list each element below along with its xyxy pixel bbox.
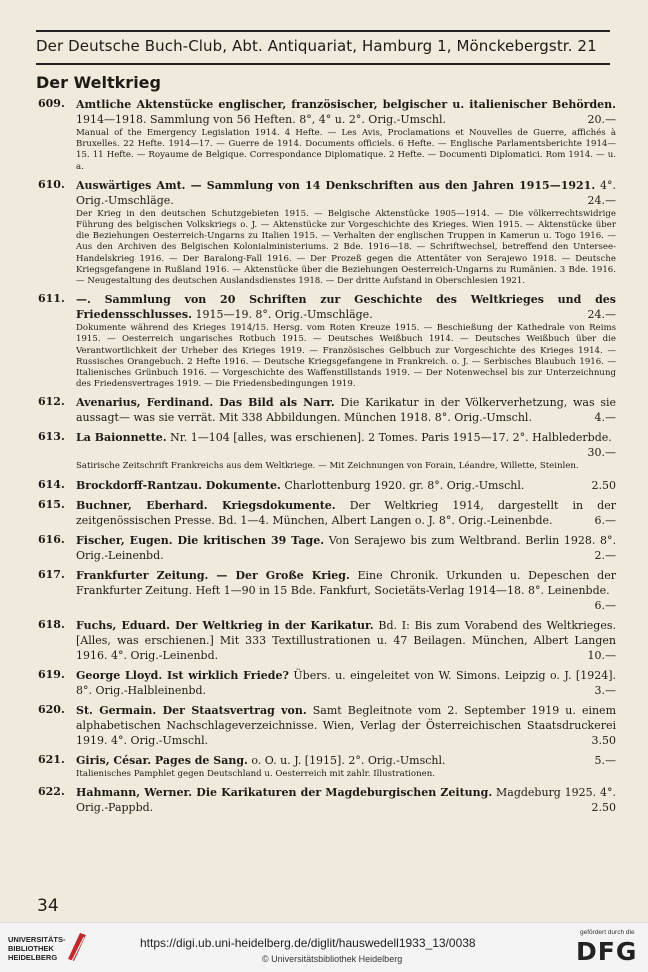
entry-title: Das Bild als Narr. bbox=[213, 396, 335, 410]
library-name: UNIVERSITÄTS- BIBLIOTHEK HEIDELBERG bbox=[8, 935, 66, 962]
entry-title: Die Karikaturen der Magdeburgischen Zeitung. bbox=[192, 785, 493, 799]
entry-body bbox=[76, 395, 616, 425]
entry-number: 622. bbox=[38, 784, 65, 798]
entry-number: 616. bbox=[38, 532, 65, 546]
catalog-entry bbox=[36, 498, 616, 528]
entry-title: Dokumente. bbox=[201, 478, 281, 492]
entry-price: 24.— bbox=[587, 308, 616, 322]
entry-title: Pages de Sang. bbox=[151, 753, 248, 767]
entry-author: Fischer, Eugen. bbox=[76, 533, 173, 547]
entry-list bbox=[36, 97, 616, 820]
entry-description: Der Weltkrieg 1914, dargestellt in der zeitgenössischen Presse. Bd. 1—4. München, Albert Langen o. J. 8°. Orig.-Leinenbde. bbox=[76, 498, 616, 527]
entry-price: 2.50 bbox=[591, 800, 616, 814]
entry-price: 30.— bbox=[587, 446, 616, 460]
entry-author: Auswärtiges Amt. bbox=[76, 178, 186, 192]
entry-author: Fuchs, Eduard. bbox=[76, 618, 170, 632]
catalog-entry bbox=[36, 668, 616, 698]
entry-author: Brockdorff-Rantzau. bbox=[76, 478, 202, 492]
catalog-entry bbox=[36, 97, 616, 173]
entry-price: 10.— bbox=[587, 648, 616, 662]
entry-description: 1915—19. 8°. Orig.-Umschläge. bbox=[191, 308, 373, 322]
entry-note: Satirische Zeitschrift Frankreichs aus dem Weltkriege. — Mit Zeichnungen von Forain, Léandre, Willette, Steinlen. bbox=[76, 461, 579, 472]
permalink-url[interactable]: https://digi.ub.uni-heidelberg.de/diglit/hauswedell1933_13/0038 bbox=[140, 936, 476, 950]
entry-author: Frankfurter Zeitung. bbox=[76, 568, 209, 582]
entry-body bbox=[76, 430, 616, 460]
entry-number: 618. bbox=[38, 617, 65, 631]
entry-title: Die kritischen 39 Tage. bbox=[172, 533, 325, 547]
entry-title: Der Weltkrieg in der Karikatur. bbox=[169, 618, 374, 632]
entry-price: 6.— bbox=[594, 598, 616, 612]
entry-body bbox=[76, 753, 616, 768]
entry-description: o. O. u. J. [1915]. 2°. Orig.-Umschl. bbox=[247, 753, 446, 767]
entry-number: 617. bbox=[38, 567, 65, 581]
entry-body bbox=[76, 785, 616, 815]
entry-title: Sammlung von 20 Schriften zur Geschichte des Weltkrieges und des Friedensschlusses. bbox=[76, 293, 616, 322]
catalog-entry bbox=[36, 395, 616, 425]
entry-price: 24.— bbox=[587, 193, 616, 207]
entry-description: Von Serajewo bis zum Weltbrand. Berlin 1928. 8°. Orig.-Leinenbd. bbox=[76, 533, 616, 562]
entry-author: George Lloyd. bbox=[76, 668, 163, 682]
catalog-entry bbox=[36, 753, 616, 780]
entry-author: Giris, César. bbox=[76, 753, 152, 767]
dfg-logo: DFG bbox=[576, 937, 638, 966]
catalog-entry bbox=[36, 703, 616, 748]
library-logo-icon bbox=[66, 929, 88, 963]
entry-note: Dokumente während des Krieges 1914/15. Hersg. vom Roten Kreuze 1915. — Beschießung der Kathedrale von Reims 1915. — Oesterreich ungarisches Rotbuch 1915. — Deutsches Weißbuch 1914. — Deutsches Weißbuch über die Verantwortlichkeit der Urheber des Krieges 1919. — Französisches Gelbbuch zur Vorgeschichte des Krieges 1914. — Russisches Orangebuch. 2 Hefte 1916. — Deutsche Kriegsgefangene in Frankreich. o. J. — Serbisches Blaubuch 1916. — Italienisches Grünbuch 1916. — Vorgeschichte des Waffenstillstands 1919. — Der Notenwechsel bis zur Unterzeichnung des Friedensvertrages 1919. — Die Friedensbedingungen 1919. bbox=[76, 323, 616, 390]
entry-description: Bd. I: Bis zum Vorabend des Weltkrieges. [Alles, was erschienen.] Mit 333 Textillustrationen u. 47 Beilagen. München, Albert Langen 1916. 4°. Orig.-Leinenbd. bbox=[76, 618, 616, 662]
entry-author: St. Germain. bbox=[76, 703, 157, 717]
entry-number: 612. bbox=[38, 395, 65, 409]
entry-description: Charlottenburg 1920. gr. 8°. Orig.-Umschl. bbox=[280, 478, 525, 492]
entry-number: 620. bbox=[38, 702, 65, 716]
entry-price: 2.50 bbox=[591, 478, 616, 492]
entry-body bbox=[76, 668, 616, 698]
catalog-entry bbox=[36, 178, 616, 287]
entry-number: 609. bbox=[38, 97, 65, 110]
entry-title: Amtliche Aktenstücke englischer, französischer, belgischer u. italienischer Behörden. bbox=[76, 98, 616, 111]
entry-body bbox=[76, 618, 616, 663]
entry-price: 3.50 bbox=[591, 733, 616, 747]
entry-body bbox=[76, 292, 616, 322]
entry-author: Buchner, Eberhard. bbox=[76, 498, 208, 512]
catalog-entry bbox=[36, 568, 616, 613]
catalog-entry bbox=[36, 478, 616, 493]
entry-number: 613. bbox=[38, 430, 65, 444]
entry-author: Hahmann, Werner. bbox=[76, 785, 193, 799]
funded-by-label: gefördert durch die bbox=[580, 929, 635, 936]
entry-title: — Der Große Krieg. bbox=[208, 568, 350, 582]
entry-price: 6.— bbox=[594, 513, 616, 527]
header-rule bbox=[36, 63, 610, 65]
entry-author: Avenarius, Ferdinand. bbox=[76, 396, 214, 410]
entry-description: Samt Begleitnote vom 2. September 1919 u. einem alphabetischen Nachschlageverzeichnisse. Wien, Verlag der Österreichischen Staatsdruckerei 1919. 4°. Orig.-Umschl. bbox=[76, 703, 617, 747]
entry-description: 1914—1918. Sammlung von 56 Heften. 8°, 4° u. 2°. Orig.-Umschl. bbox=[76, 113, 446, 126]
catalog-entry bbox=[36, 785, 616, 815]
catalog-entry bbox=[36, 533, 616, 563]
entry-description: Die Karikatur in der Völkerverhetzung, was sie aussagt— was sie verrät. Mit 338 Abbildungen. München 1918. 8°. Orig.-Umschl. bbox=[76, 396, 616, 425]
catalog-entry bbox=[36, 618, 616, 663]
copyright-notice: © Universitätsbibliothek Heidelberg bbox=[262, 954, 403, 964]
viewer-footer bbox=[0, 922, 648, 972]
section-title: Der Weltkrieg bbox=[36, 73, 161, 92]
entry-note: Manual of the Emergency Legislation 1914. 4 Hefte. — Les Avis, Proclamations et Nouvelles de Guerre, affichés à Bruxelles. 22 Hefte. 1914—17. — Guerre de 1914. Documents officiels. 6 Hefte. — Englische Parlamentsberichte 1914—15. 11 Hefte. — Royaume de Belgique. Correspondance Diplomatique. 2 Hefte. — Documenti Diplomatici. Rom 1914. — u. a. bbox=[76, 128, 616, 172]
entry-description: Magdeburg 1925. 4°. Orig.-Pappbd. bbox=[76, 785, 616, 814]
entry-number: 615. bbox=[38, 497, 65, 511]
entry-body bbox=[76, 178, 616, 208]
entry-description: Übers. u. eingeleitet von W. Simons. Leipzig o. J. [1924]. 8°. Orig.-Halbleinenbd. bbox=[76, 668, 616, 697]
entry-note: Der Krieg in den deutschen Schutzgebieten 1915. — Belgische Aktenstücke 1905—1914. — Die völkerrechtswidrige Führung des belgischen Volkskriegs o. J. — Aktenstücke zur Vorgeschichte des Krieges. Wien 1915. — Aktenstücke über die Beziehungen Oesterreich-Ungarns zu Italien 1915. — Verhalten der englischen Truppen in Kamerun u. Togo 1916. — Aus den Archiven des Belgischen Kolonialministeriums. 2 Bde. 1916—18. — Schriftwechsel, betreffend den Untersee-Handelskrieg 1916. — Der Baralong-Fall 1916. — Der Prozeß gegen die Attentäter von Serajewo 1918. — Deutsche Kriegsgefangene in Rußland 1916. — Aktenstücke über die Beziehungen Oesterreich-Ungarns zu Rumänien. 3 Bde. 1916. — Neugestaltung des deutschen Auslandsdienstes 1918. — Der dritte Aufstand in Oberschlesien 1921. bbox=[76, 208, 616, 287]
entry-title: Ist wirklich Friede? bbox=[162, 668, 289, 682]
entry-body bbox=[76, 533, 616, 563]
entry-number: 614. bbox=[38, 477, 65, 491]
page-number: 34 bbox=[37, 896, 59, 916]
entry-number: 610. bbox=[38, 177, 65, 191]
entry-body bbox=[76, 703, 616, 748]
entry-description: 4°. Orig.-Umschläge. bbox=[76, 178, 616, 207]
entry-price: 20.— bbox=[587, 113, 616, 126]
entry-body bbox=[76, 568, 616, 613]
entry-title: — Sammlung von 14 Denkschriften aus den Jahren 1915—1921. bbox=[185, 178, 596, 192]
entry-body bbox=[76, 97, 616, 127]
entry-title: Der Staatsvertrag von. bbox=[156, 703, 307, 717]
entry-price: 4.— bbox=[594, 411, 616, 425]
catalog-entry bbox=[36, 430, 616, 472]
entry-title: Kriegsdokumente. bbox=[207, 498, 336, 512]
entry-price: 5.— bbox=[594, 753, 616, 767]
entry-description: Eine Chronik. Urkunden u. Depeschen der Frankfurter Zeitung. Heft 1—90 in 15 Bde. Fankfurt, Societäts-Verlag 1914—18. 8°. Leinenbde. bbox=[76, 568, 616, 597]
entry-description: Nr. 1—104 [alles, was erschienen]. 2 Tomes. Paris 1915—17. 2°. Halblederbde. bbox=[166, 431, 612, 445]
entry-price: 3.— bbox=[594, 683, 616, 697]
entry-number: 611. bbox=[38, 292, 65, 306]
entry-author: La Baionnette. bbox=[76, 431, 167, 445]
top-rule bbox=[36, 30, 610, 32]
entry-author: —. bbox=[76, 293, 91, 307]
entry-number: 619. bbox=[38, 667, 65, 681]
entry-number: 621. bbox=[38, 752, 65, 766]
catalog-entry bbox=[36, 292, 616, 390]
entry-price: 2.— bbox=[594, 548, 616, 562]
entry-note: Italienisches Pamphlet gegen Deutschland u. Oesterreich mit zahlr. Illustrationen. bbox=[76, 768, 435, 779]
entry-body bbox=[76, 478, 616, 493]
entry-body bbox=[76, 498, 616, 528]
page-header: Der Deutsche Buch-Club, Abt. Antiquariat, Hamburg 1, Mönckebergstr. 21 bbox=[36, 37, 597, 55]
